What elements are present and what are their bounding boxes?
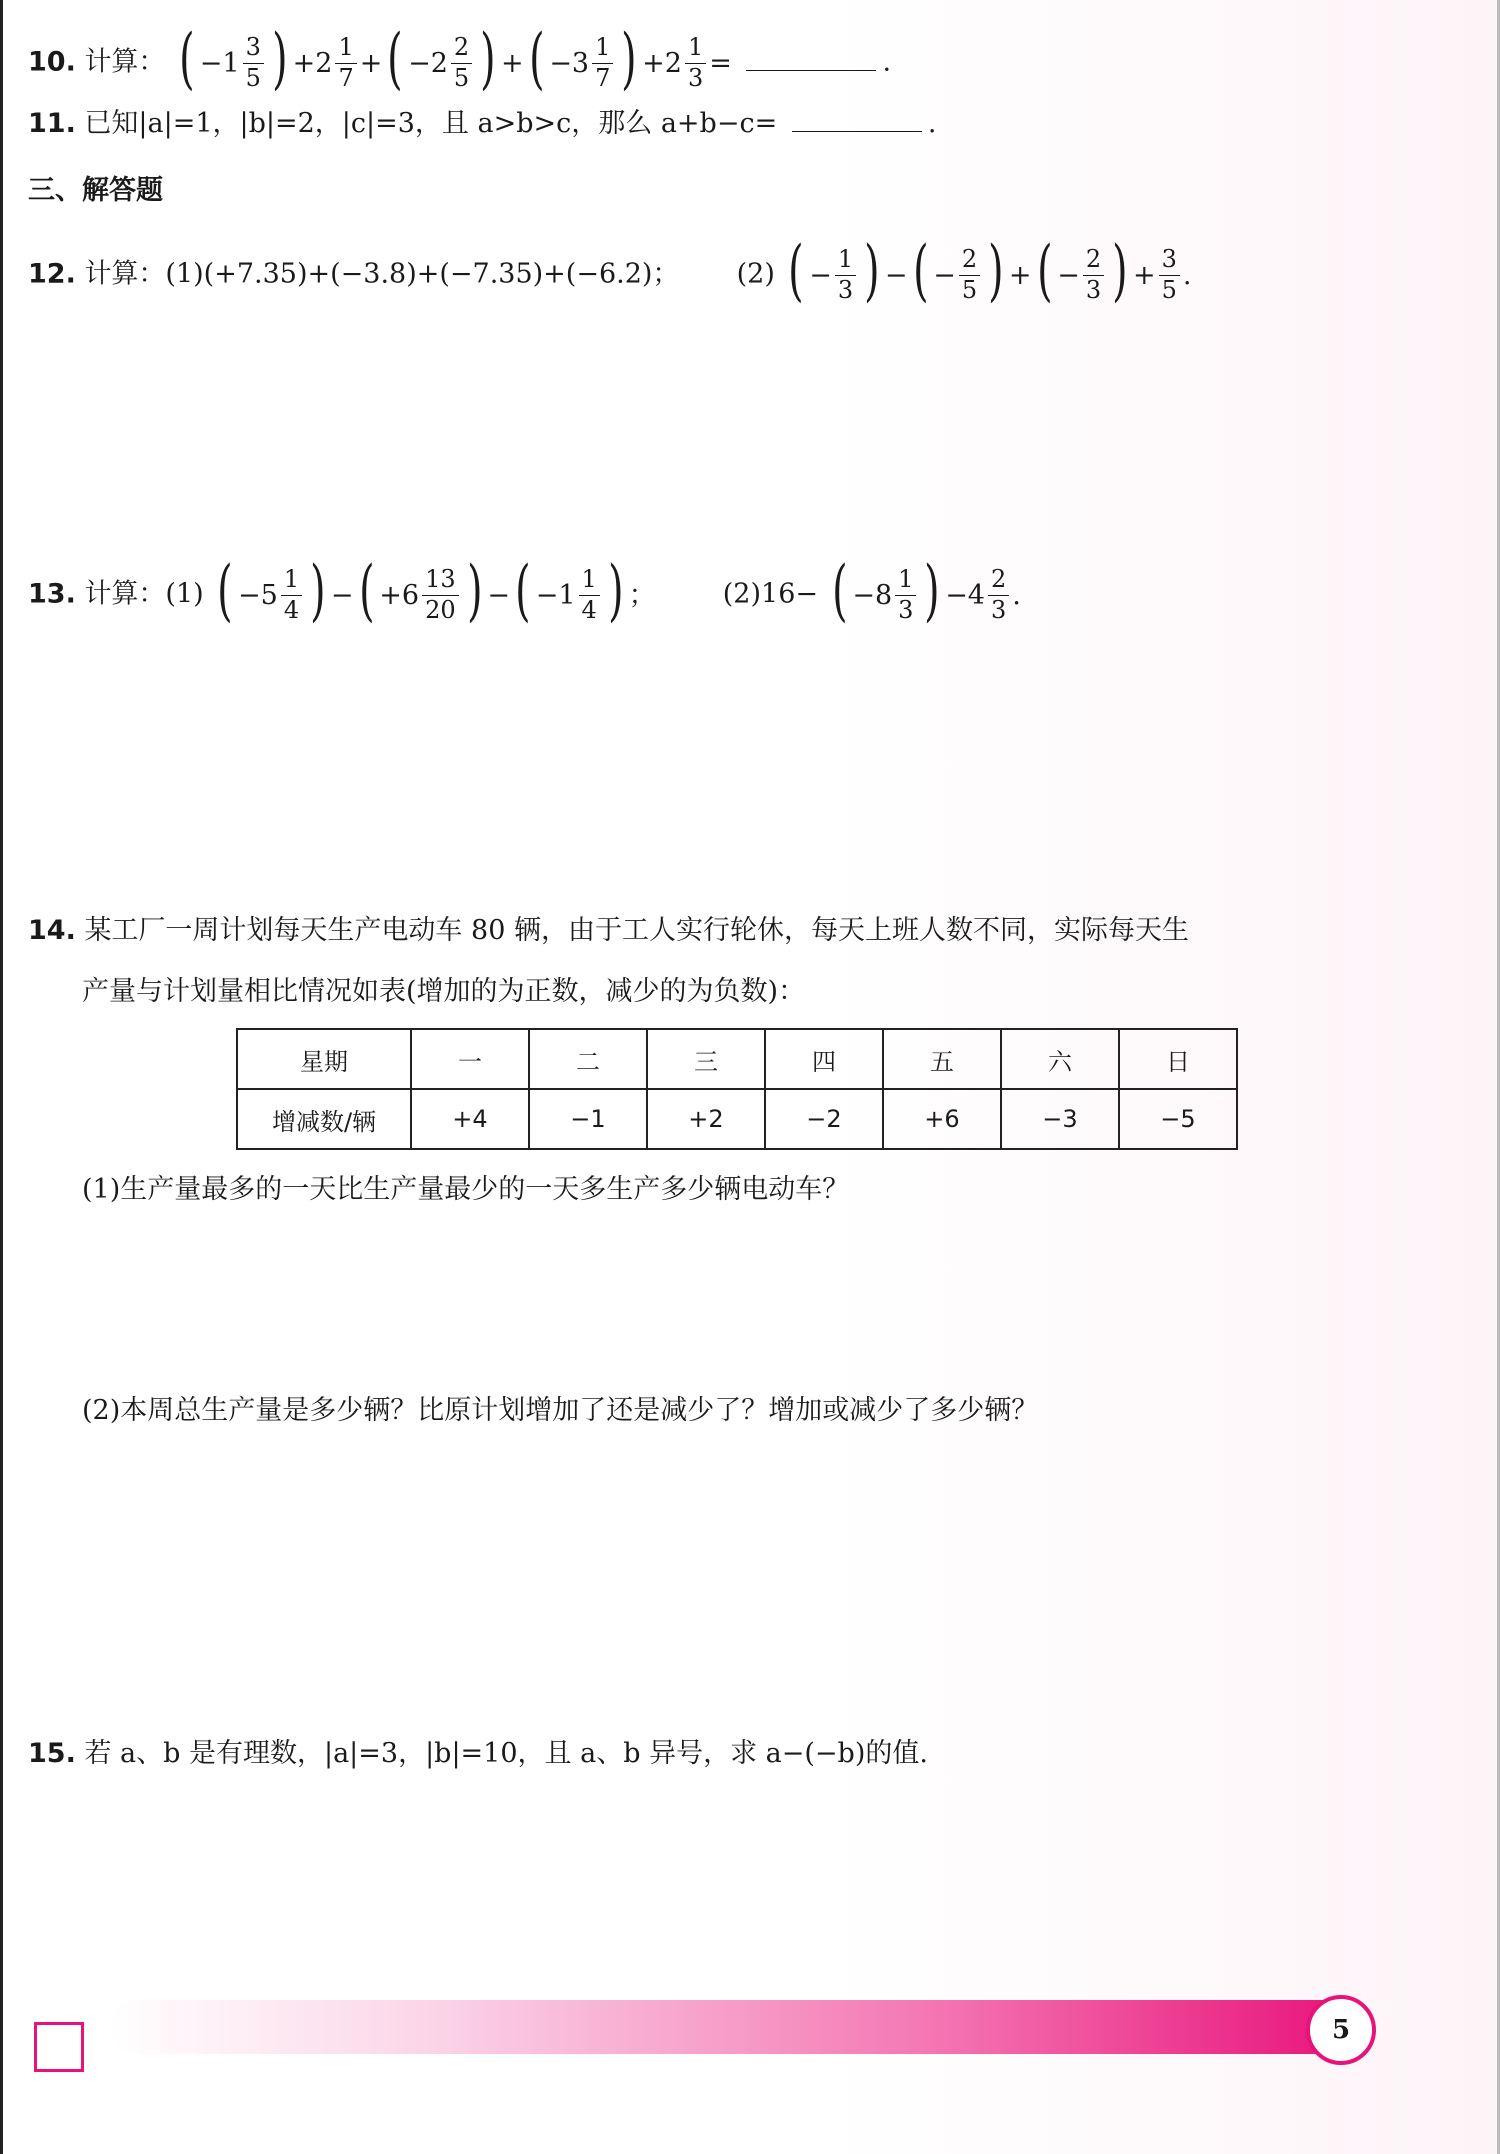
question-text: 若 a、b 是有理数，|a|=3，|b|=10，且 a、b 异号，求 a−(−b)的值.	[84, 1738, 928, 1769]
table-header-cell: 三	[647, 1029, 765, 1089]
table-cell: −2	[765, 1089, 883, 1149]
table-row	[237, 1029, 1237, 1089]
table-cell: +2	[647, 1089, 765, 1149]
operator: +	[1008, 259, 1032, 291]
operator: −	[884, 259, 908, 291]
answer-blank[interactable]	[746, 50, 876, 71]
fraction: $\frac{2}{5}$	[451, 35, 472, 90]
question-number: 11.	[28, 108, 76, 139]
term: −4	[945, 579, 985, 611]
fraction: $\frac{3}{5}$	[243, 35, 264, 90]
term: +2	[292, 47, 333, 79]
table-header-cell: 星期	[237, 1029, 411, 1089]
question-13	[28, 552, 1021, 629]
fraction: $\frac{1}{4}$	[281, 567, 302, 622]
term: +2	[642, 47, 682, 79]
question-14-line-1	[28, 917, 1189, 944]
table-cell: +4	[411, 1089, 529, 1149]
operator: +	[1132, 259, 1156, 291]
fraction: $\frac{1}{4}$	[579, 567, 600, 622]
question-12	[28, 232, 1192, 309]
operator: +	[500, 47, 524, 79]
footer-gradient-bar	[110, 2000, 1360, 2054]
table-cell: −1	[529, 1089, 647, 1149]
fraction: $\frac{1}{3}$	[685, 35, 706, 90]
question-number: 13.	[28, 578, 76, 610]
fraction: $\frac{3}{5}$	[1159, 247, 1180, 302]
production-table	[236, 1028, 1238, 1150]
question-text: 某工厂一周计划每天生产电动车 80 辆，由于工人实行轮休，每天上班人数不同，实际每天生	[84, 915, 1189, 946]
expression: ( − $\frac{1}{3}$ ) − ( − $\frac{2}{5}$ ) + ( − $\frac{2}{3}$ ) + $\frac{3}{5}$ .	[788, 232, 1192, 309]
page-left-edge	[0, 0, 3, 2154]
expression: ( −1 $\frac{3}{5}$ ) +2 $\frac{1}{7}$ + ( −2 $\frac{2}{5}$ ) + ( −3 $\frac{1}{7}$ ) +2 $\frac{1}{3}$ =	[179, 20, 732, 97]
period: .	[927, 108, 937, 139]
table-header-cell: 六	[1001, 1029, 1119, 1089]
question-15	[28, 1740, 928, 1767]
fraction: $\frac{2}{5}$	[959, 247, 980, 302]
table-header-cell: 二	[529, 1029, 647, 1089]
question-text: 已知|a|=1，|b|=2，|c|=3，且 a>b>c，那么 a+b−c=	[84, 108, 778, 139]
fraction: $\frac{13}{20}$	[422, 567, 459, 622]
question-11	[28, 110, 936, 137]
page-number: 5	[1331, 2015, 1351, 2045]
question-10	[28, 20, 892, 97]
page-number-badge	[1306, 1995, 1376, 2065]
part-2-text: (2)16−	[722, 578, 818, 610]
term: −3	[549, 47, 590, 79]
term: −1	[199, 47, 240, 79]
operator: −	[487, 579, 510, 611]
question-number: 12.	[28, 258, 76, 290]
period: .	[882, 46, 892, 78]
table-header-cell: 一	[411, 1029, 529, 1089]
table-row	[237, 1089, 1237, 1149]
table-header-cell: 四	[765, 1029, 883, 1089]
table-cell: 增减数/辆	[237, 1089, 411, 1149]
expression: ( −8 $\frac{1}{3}$ ) −4 $\frac{2}{3}$ .	[831, 552, 1021, 629]
question-number: 15.	[28, 1738, 76, 1769]
fraction: $\frac{2}{3}$	[988, 567, 1009, 622]
fraction: $\frac{1}{3}$	[835, 247, 856, 302]
question-number: 10.	[28, 46, 76, 78]
question-lead: 计算：	[84, 46, 166, 78]
expression: ( −5 $\frac{1}{4}$ ) − ( +6 $\frac{13}{20}$ ) − ( −1 $\frac{1}{4}$ ) ；	[217, 552, 656, 629]
corner-checkbox[interactable]	[34, 2022, 84, 2072]
table-cell: +6	[883, 1089, 1001, 1149]
equals-sign: =	[709, 47, 732, 79]
fraction: $\frac{2}{3}$	[1083, 247, 1104, 302]
operator: +	[359, 47, 383, 79]
table-header-cell: 日	[1119, 1029, 1237, 1089]
operator: −	[330, 579, 354, 611]
period: .	[1182, 259, 1192, 291]
fraction: $\frac{1}{7}$	[335, 35, 356, 90]
table-header-cell: 五	[883, 1029, 1001, 1089]
question-14-line-2: 产量与计划量相比情况如表(增加的为正数，减少的为负数)：	[82, 976, 806, 1007]
term: −2	[408, 47, 448, 79]
fraction: $\frac{1}{7}$	[592, 35, 613, 90]
fraction: $\frac{1}{3}$	[895, 567, 916, 622]
period: .	[1012, 579, 1021, 611]
separator: ；	[628, 579, 656, 611]
part-1-text: 计算：(1)(+7.35)+(−3.8)+(−7.35)+(−6.2)；	[84, 258, 680, 290]
part-2-label: (2)	[736, 258, 775, 290]
question-14-sub-2: (2)本周总生产量是多少辆？比原计划增加了还是减少了？增加或减少了多少辆？	[82, 1395, 1039, 1426]
section-heading: 三、解答题	[28, 175, 163, 206]
table-cell: −5	[1119, 1089, 1237, 1149]
answer-blank[interactable]	[792, 111, 922, 132]
question-14-sub-1: (1)生产量最多的一天比生产量最少的一天多生产多少辆电动车？	[82, 1174, 850, 1205]
question-lead: 计算：(1)	[84, 578, 204, 610]
table-cell: −3	[1001, 1089, 1119, 1149]
question-number: 14.	[28, 915, 76, 946]
